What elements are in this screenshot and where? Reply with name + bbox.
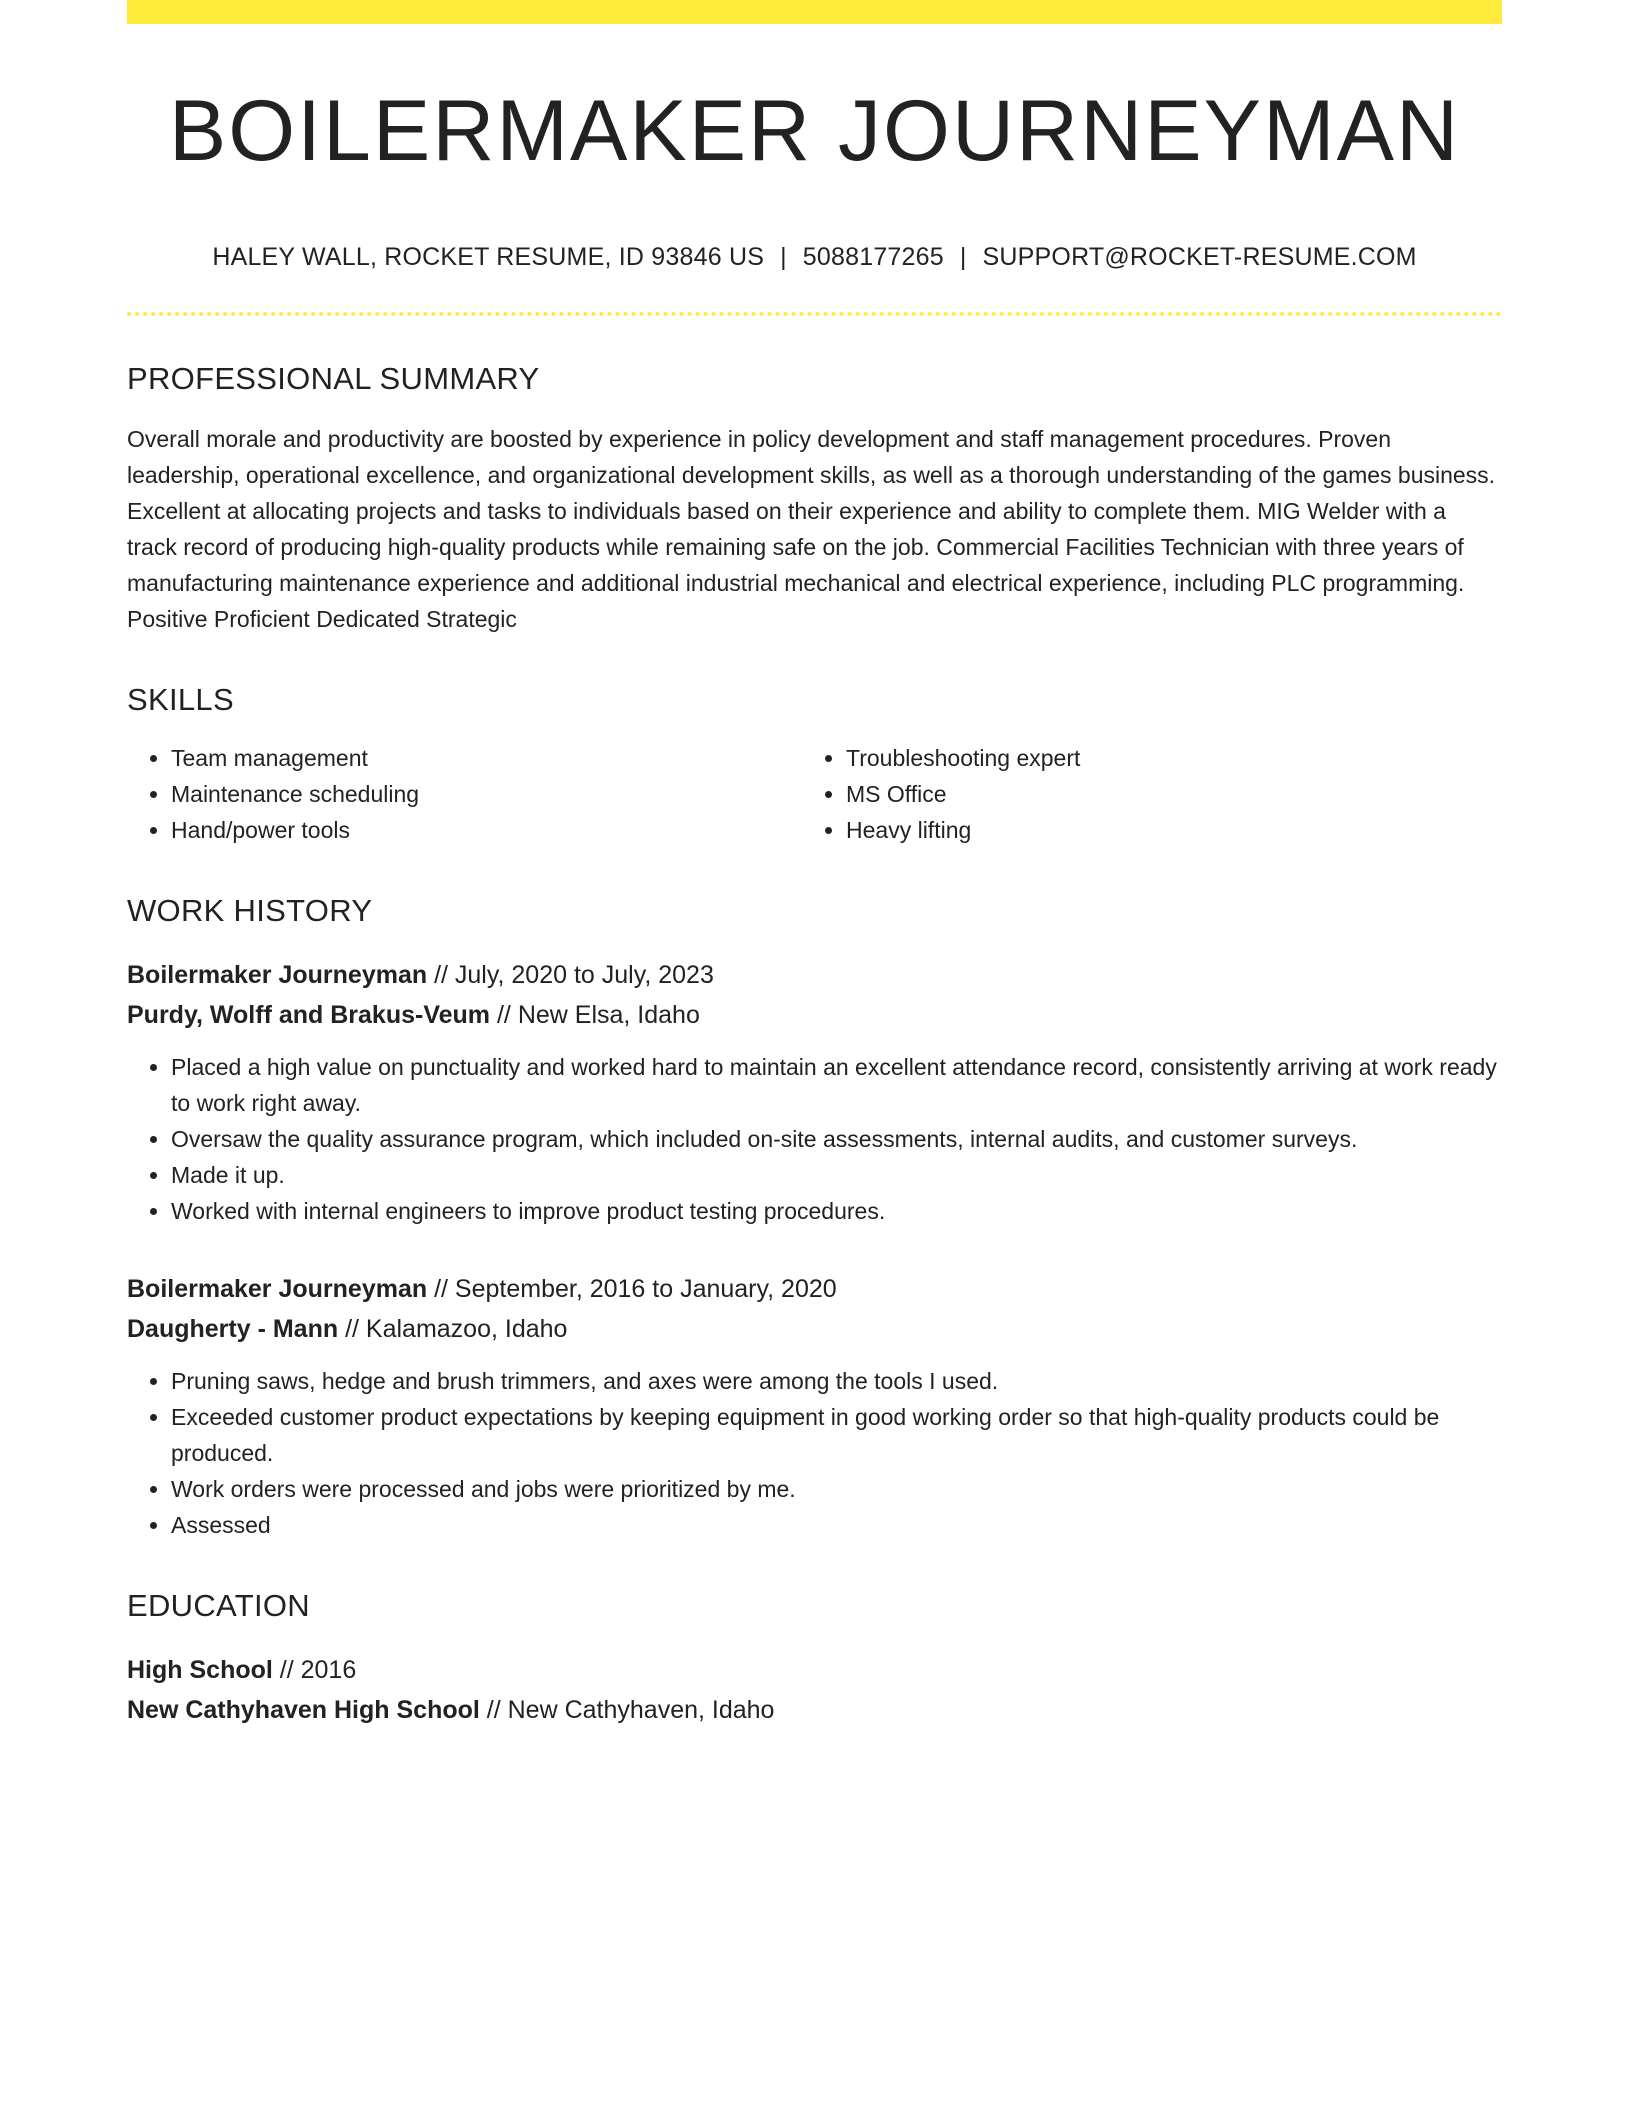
education-entry — [127, 1650, 1502, 1730]
skill-item: • Hand/power tools — [171, 812, 802, 848]
job-company: Purdy, Wolff and Brakus-Veum — [127, 1001, 491, 1030]
job-dates: // September, 2016 to January, 2020 — [427, 1275, 837, 1304]
dotted-divider — [127, 312, 1502, 316]
skill-item: • Troubleshooting expert — [846, 740, 1477, 776]
education-year: // 2016 — [272, 1656, 357, 1685]
work-history-heading: WORK HISTORY — [127, 893, 373, 929]
skill-item: • Team management — [171, 740, 802, 776]
job-company-line — [127, 1309, 1502, 1349]
job-bullet: • Pruning saws, hedge and brush trimmers, and axes were among the tools I used. — [171, 1363, 1502, 1399]
job-bullet: • Assessed — [171, 1507, 1502, 1543]
job-bullet: • Work orders were processed and jobs were prioritized by me. — [171, 1471, 1502, 1507]
skills-heading: SKILLS — [127, 681, 234, 717]
job-dates: // July, 2020 to July, 2023 — [427, 961, 714, 990]
skills-column-right — [802, 740, 1477, 848]
contact-line — [127, 241, 1502, 274]
job-location: // New Elsa, Idaho — [490, 1001, 700, 1030]
resume-page — [127, 0, 1502, 1730]
job-bullet: • Worked with internal engineers to improve product testing procedures. — [171, 1193, 1502, 1229]
job-title-line — [127, 955, 1502, 995]
education-school-line — [127, 1690, 1502, 1730]
accent-bar — [127, 0, 1502, 24]
job-title-line — [127, 1269, 1502, 1309]
contact-separator: | — [780, 243, 787, 272]
skills-list — [127, 740, 1502, 848]
job-company: Daugherty - Mann — [127, 1315, 339, 1344]
summary-text: Overall morale and productivity are boosted by experience in policy development and staff management procedures. Proven leadership, operational excellence, and organizational development skills, as well as a thorough understanding of the games business. Excellent at allocating projects and tasks to individuals based on their experience and ability to complete them. MIG Welder with a track record of producing high-quality products while remaining safe on the job. Commercial Facilities Technician with three years of manufacturing maintenance experience and additional industrial mechanical and electrical experience, including PLC programming. Positive Proficient Dedicated Strategic — [127, 425, 1496, 632]
education-degree-line — [127, 1650, 1502, 1690]
job-bullet: • Placed a high value on punctuality and worked hard to maintain an excellent attendance record, consistently arriving at work ready to work right away. — [171, 1049, 1502, 1121]
job-bullets — [127, 1363, 1502, 1543]
contact-phone: 5088177265 — [802, 243, 944, 272]
job-location: // Kalamazoo, Idaho — [338, 1315, 568, 1344]
job-entry — [127, 955, 1502, 1229]
skill-item: • Heavy lifting — [846, 812, 1477, 848]
skill-item: • MS Office — [846, 776, 1477, 812]
job-bullets — [127, 1049, 1502, 1229]
education-location: // New Cathyhaven, Idaho — [479, 1696, 775, 1725]
job-bullet: • Oversaw the quality assurance program, which included on-site assessments, internal audits, and customer surveys. — [171, 1121, 1502, 1157]
contact-email: SUPPORT@ROCKET-RESUME.COM — [982, 243, 1417, 272]
summary-heading: PROFESSIONAL SUMMARY — [127, 360, 540, 396]
resume-title: BOILERMAKER JOURNEYMAN — [168, 83, 1461, 179]
contact-separator: | — [959, 243, 967, 272]
education-heading: EDUCATION — [127, 1588, 310, 1624]
job-bullet: • Exceeded customer product expectations by keeping equipment in good working order so that high-quality products could be produced. — [171, 1399, 1502, 1471]
job-company-line — [127, 995, 1502, 1035]
job-entry — [127, 1269, 1502, 1543]
education-degree: High School — [127, 1656, 273, 1685]
contact-address: HALEY WALL, ROCKET RESUME, ID 93846 US — [212, 243, 765, 272]
skills-column-left — [127, 740, 802, 848]
job-title: Boilermaker Journeyman — [127, 1275, 428, 1304]
job-bullet: • Made it up. — [171, 1157, 1502, 1193]
job-title: Boilermaker Journeyman — [127, 961, 428, 990]
education-school: New Cathyhaven High School — [127, 1696, 480, 1725]
skill-item: • Maintenance scheduling — [171, 776, 802, 812]
